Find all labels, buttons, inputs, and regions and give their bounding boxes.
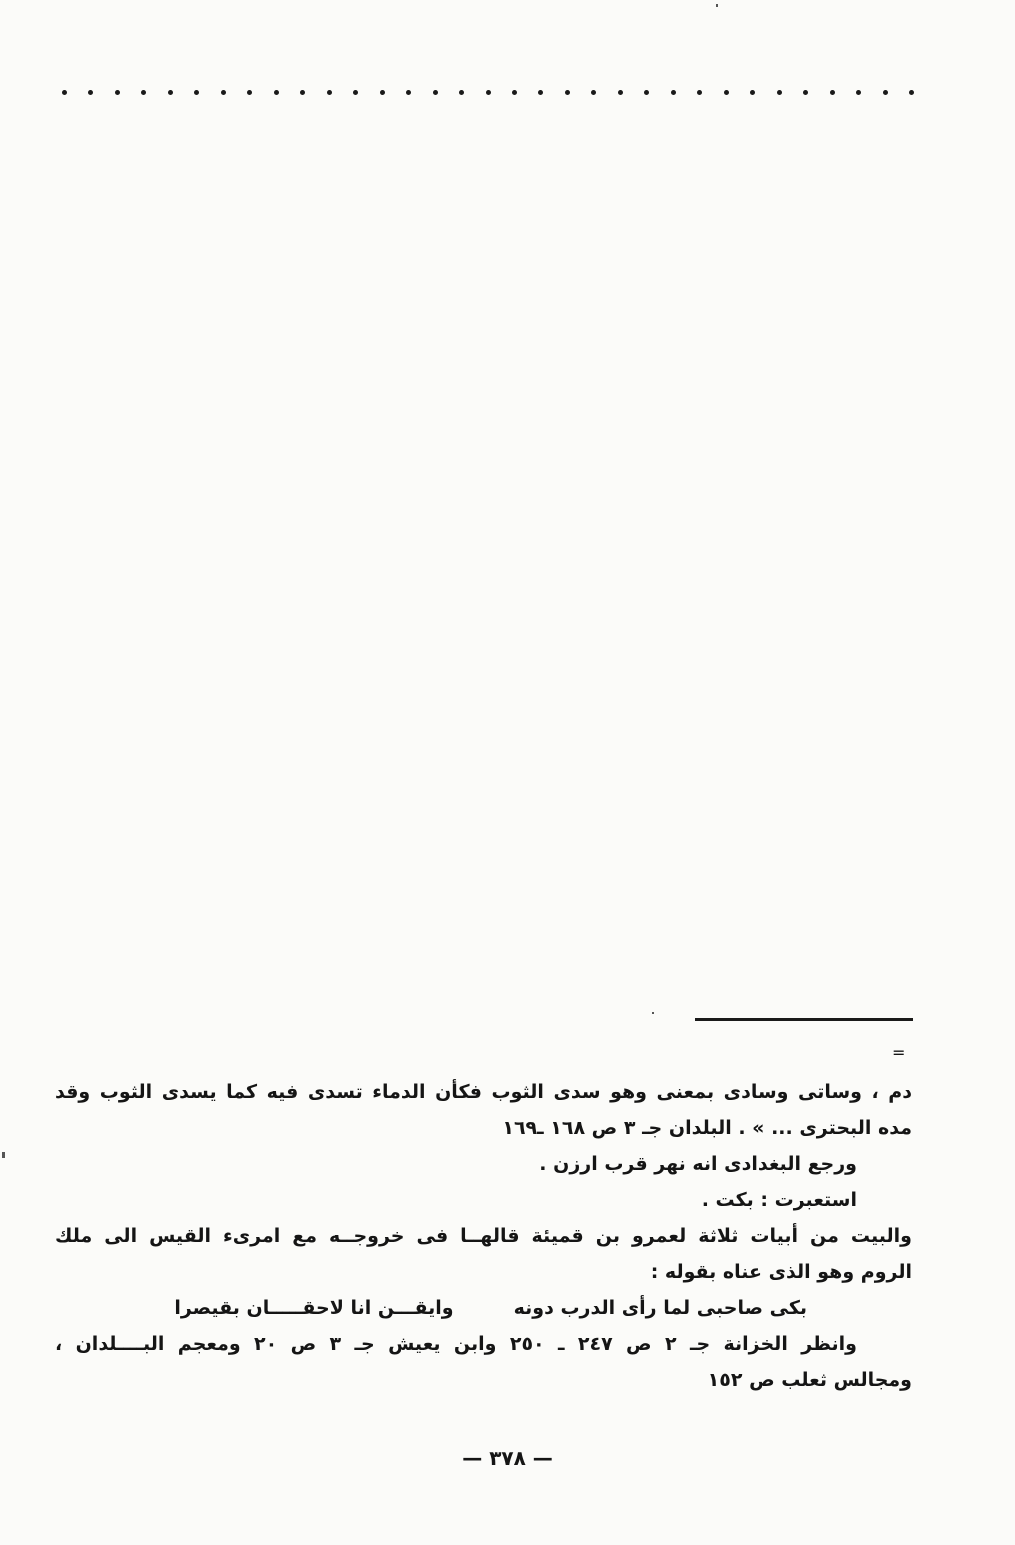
separator-dot bbox=[644, 90, 649, 95]
footnote-line-2: مده البحترى ... » . البلدان جـ ٣ ص ١٦٨ ـ١٦٩ bbox=[502, 1117, 912, 1139]
separator-dot bbox=[830, 90, 835, 95]
separator-dot bbox=[697, 90, 702, 95]
separator-dot bbox=[62, 90, 67, 95]
scan-speck bbox=[716, 4, 718, 7]
footnote-rule bbox=[695, 1018, 913, 1021]
footnote-line-3: ورجع البغدادى انه نهر قرب ارزن . bbox=[539, 1153, 857, 1175]
footnote-block bbox=[55, 1074, 912, 1398]
separator-dot bbox=[459, 90, 464, 95]
scan-speck bbox=[2, 1152, 5, 1158]
footnote-line-7: وانظر الخزانة جـ ٢ ص ٢٤٧ ـ ٢٥٠ وابن يعيش جـ ٣ ص ٢٠ ومعجم البــــلدان ، bbox=[55, 1333, 857, 1355]
scan-speck bbox=[652, 1012, 654, 1014]
separator-dot bbox=[565, 90, 570, 95]
footnote-line-6: الروم وهو الذى عناه بقوله : bbox=[650, 1261, 912, 1283]
verse-hemistich-2: وايقـــن انا لاحقـــــان بقيصرا bbox=[174, 1297, 454, 1319]
footnote-line-4: استعبرت : بكت . bbox=[701, 1189, 857, 1211]
separator-dot bbox=[115, 90, 120, 95]
separator-dot bbox=[512, 90, 517, 95]
separator-dot bbox=[909, 90, 914, 95]
separator-dot bbox=[353, 90, 358, 95]
dotted-separator bbox=[62, 80, 914, 104]
footnote-line-8: ومجالس ثعلب ص ١٥٢ bbox=[707, 1369, 912, 1391]
separator-dot bbox=[591, 90, 596, 95]
separator-dot bbox=[803, 90, 808, 95]
separator-dot bbox=[538, 90, 543, 95]
footnote-line-5: والبيت من أبيات ثلاثة لعمرو بن قميئة قالهــا فى خروجــه مع امرىء القيس الى ملك bbox=[55, 1225, 912, 1247]
poem-verse bbox=[55, 1290, 912, 1326]
separator-dot bbox=[433, 90, 438, 95]
separator-dot bbox=[406, 90, 411, 95]
separator-dot bbox=[194, 90, 199, 95]
separator-dot bbox=[750, 90, 755, 95]
separator-dot bbox=[724, 90, 729, 95]
separator-dot bbox=[247, 90, 252, 95]
page-number: — ٣٧٨ — bbox=[462, 1446, 553, 1470]
separator-dot bbox=[88, 90, 93, 95]
separator-dot bbox=[168, 90, 173, 95]
separator-dot bbox=[856, 90, 861, 95]
separator-dot bbox=[618, 90, 623, 95]
verse-hemistich-1: بكى صاحبى لما رأى الدرب دونه bbox=[513, 1297, 807, 1319]
separator-dot bbox=[777, 90, 782, 95]
separator-dot bbox=[380, 90, 385, 95]
continuation-mark: = bbox=[892, 1043, 906, 1062]
separator-dot bbox=[221, 90, 226, 95]
separator-dot bbox=[300, 90, 305, 95]
footnote-line-1: دم ، وساتى وسادى بمعنى وهو سدى الثوب فكأن الدماء تسدى فيه كما يسدى الثوب وقد bbox=[55, 1081, 912, 1103]
separator-dot bbox=[141, 90, 146, 95]
separator-dot bbox=[671, 90, 676, 95]
separator-dot bbox=[327, 90, 332, 95]
separator-dot bbox=[486, 90, 491, 95]
separator-dot bbox=[274, 90, 279, 95]
separator-dot bbox=[883, 90, 888, 95]
